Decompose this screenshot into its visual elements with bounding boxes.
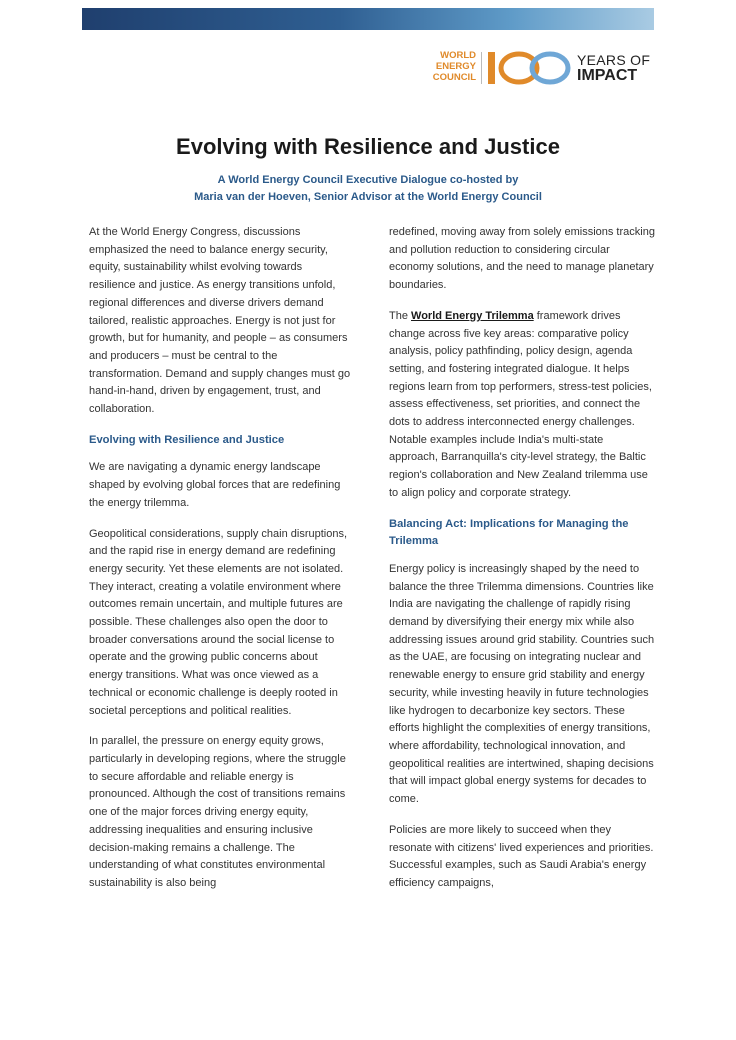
- trilemma-prefix: The: [389, 309, 412, 322]
- hundred-mark-icon: [486, 48, 576, 88]
- intro-paragraph: At the World Energy Congress, discussions emphasized the need to balance energy security, equity, sustainability whilst evolving towards resilience and justice. As energy transitions unfold, regional differences and diverse drivers demand tailored, realistic approaches. Energy is not just for growth, but for humanity, and people – as consumers and producers – must be central to the transformation. Demand and supply changes must go hand-in-hand, driven by engagement, trust, and collaboration.: [89, 226, 351, 416]
- subtitle-line-2: Maria van der Hoeven, Senior Advisor at the World Energy Council: [194, 191, 542, 203]
- section-heading-resilience: Evolving with Resilience and Justice: [89, 433, 285, 446]
- org-name: [426, 50, 476, 83]
- left-column: [89, 224, 351, 906]
- tagline-line-1: YEARS OF: [577, 52, 651, 68]
- paragraph-policies: Policies are more likely to succeed when they resonate with citizens' lived experiences and priorities. Successful examples, such as Saudi Arabia's energy efficiency campaigns,: [389, 823, 654, 889]
- subtitle: [0, 172, 736, 206]
- trilemma-text: framework drives change across five key areas: comparative policy analysis, policy pathfinding, policy design, agenda setting, and fostering integrated dialogue. It helps regions learn from top performers, stress-test policies, assess effectiveness, set priorities, and connect the dots to address interconnected energy challenges. Notable examples include India's multi-state approach, Barranquilla's city-level strategy, the Baltic region's collaboration and New Zealand trilemma use to align policy and corporate strategy.: [389, 309, 652, 499]
- section-heading-balancing-act: Balancing Act: Implications for Managing the Trilemma: [389, 517, 629, 548]
- paragraph-energy-policy: Energy policy is increasingly shaped by the need to balance the three Trilemma dimensions. Countries like India are navigating the challenge of rapidly rising demand by diversifying their energy mix while also addressing issues around grid stability. Countries such as the UAE, are focusing on integrating nuclear and renewable energy to ensure grid stability and energy security, while investing heavily in future technologies like hydrogen to decarbonize key sectors. These efforts highlight the complexities of energy transitions, where affordability, technological innovation, and geopolitical realities are intertwined, shaping decisions that will impact global energy systems for decades to come.: [389, 562, 655, 806]
- world-energy-trilemma-link[interactable]: World Energy Trilemma: [411, 309, 534, 322]
- page-title: Evolving with Resilience and Justice: [176, 134, 560, 159]
- logo-divider: [481, 52, 482, 84]
- logo-tagline: [577, 52, 650, 84]
- header-color-bar: [82, 8, 654, 30]
- org-line-3: COUNCIL: [432, 72, 476, 83]
- centenary-logo: [426, 48, 656, 92]
- paragraph-geopolitics: Geopolitical considerations, supply chain disruptions, and the rapid rise in energy demand are redefining energy security. Yet these elements are not isolated. They interact, creating a volatile environment where outcomes remain uncertain, and multiple futures are possible. These challenges also open the door to broader conversations around the social license to operate and the growing public concerns about energy transitions. What was once viewed as a technical or economic challenge is deeply rooted in societal perceptions and political realities.: [89, 527, 348, 717]
- paragraph-redefined: redefined, moving away from solely emissions tracking and pollution reduction to considering circular economy solutions, and the need to manage planetary boundaries.: [389, 226, 655, 292]
- right-column: [389, 224, 655, 906]
- subtitle-line-1: A World Energy Council Executive Dialogue co-hosted by: [217, 174, 519, 186]
- paragraph-landscape: We are navigating a dynamic energy landscape shaped by evolving global forces that are redefining the energy trilemma.: [89, 461, 341, 509]
- tagline-line-2: IMPACT: [577, 67, 638, 84]
- org-line-2: ENERGY: [435, 61, 476, 72]
- org-line-1: WORLD: [440, 50, 476, 61]
- paragraph-equity: In parallel, the pressure on energy equity grows, particularly in developing regions, where the struggle to secure affordable and reliable energy is pronounced. Although the cost of transitions remains one of the major forces driving energy equity, addressing inequalities and ensuring inclusive decision-making remains a challenge. The understanding of what constitutes environmental sustainability is also being: [89, 735, 346, 889]
- paragraph-trilemma-framework: [389, 308, 655, 503]
